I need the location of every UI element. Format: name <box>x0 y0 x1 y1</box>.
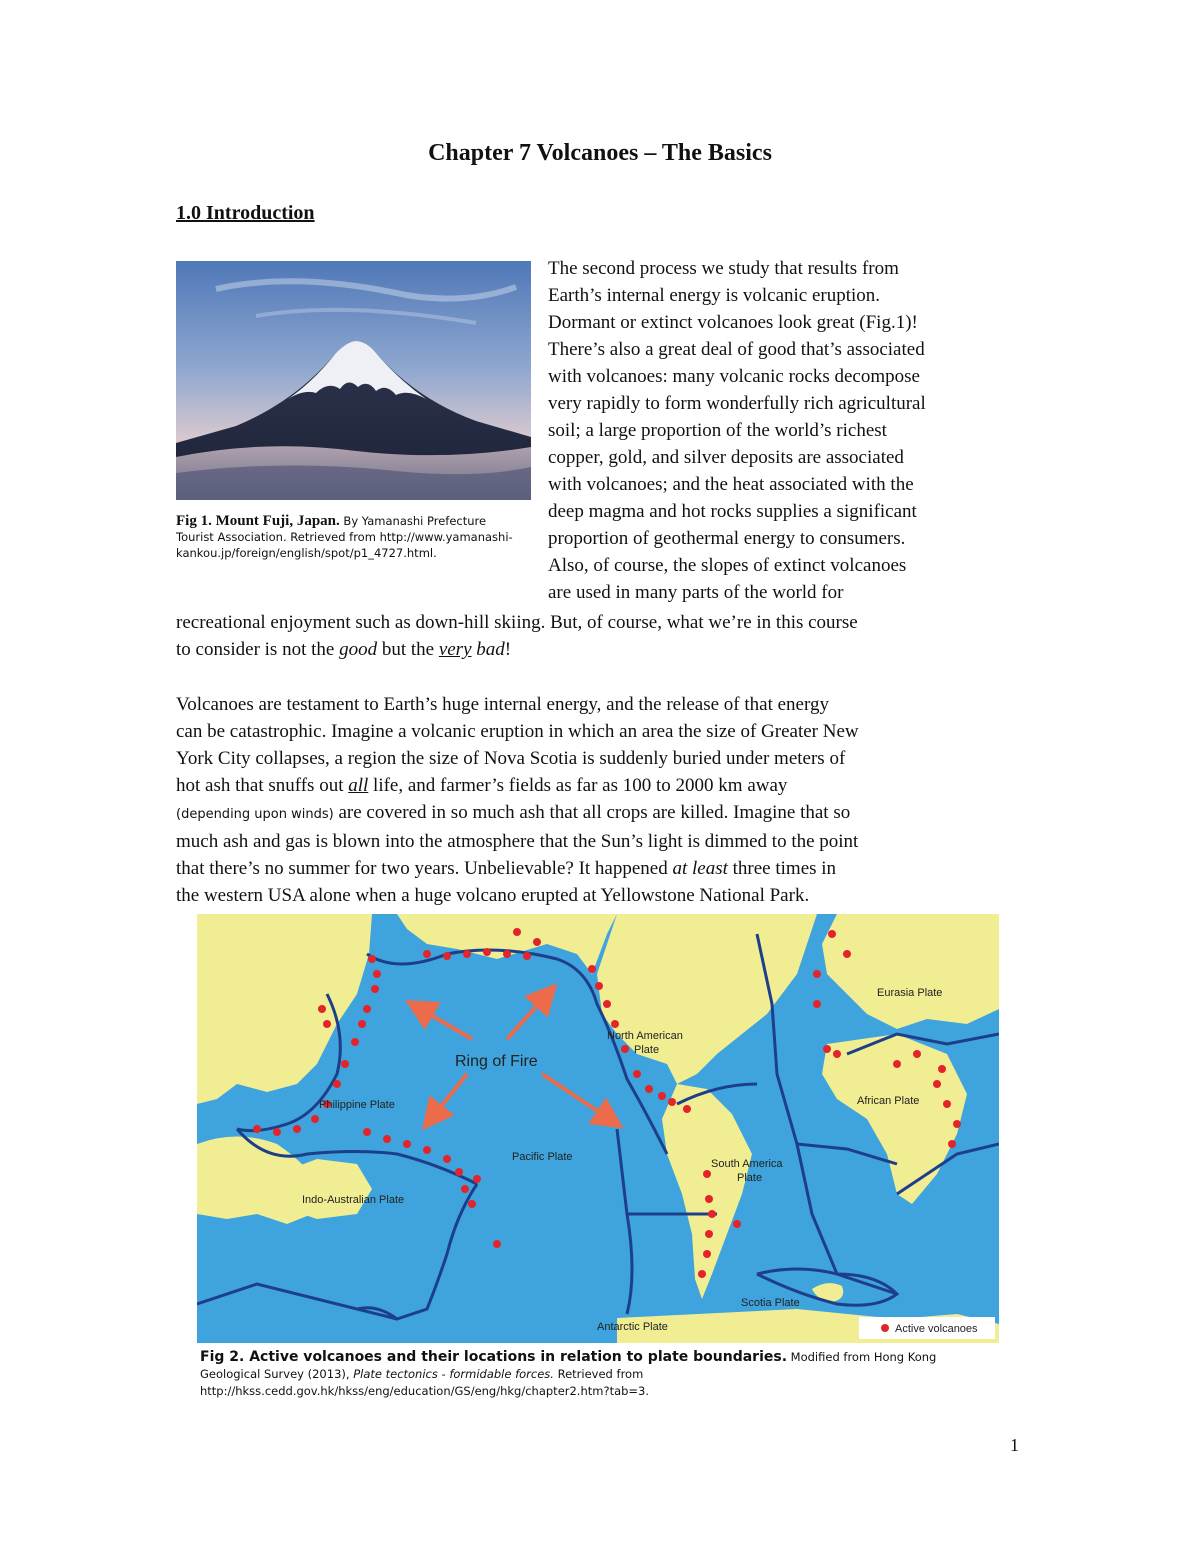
volcano-marker <box>943 1100 951 1108</box>
intro-line: very rapidly to form wonderfully rich agricultural <box>548 393 926 414</box>
fig2-credit-b: Retrieved from http://hkss.cedd.gov.hk/hkss/eng/education/GS/eng/hkg/chapter2.htm?tab=3. <box>200 1367 650 1398</box>
map-label-philippine: Philippine Plate <box>319 1099 395 1111</box>
para2-line: much ash and gas is blown into the atmosphere that the Sun’s light is dimmed to the point <box>176 831 859 852</box>
intro-line: copper, gold, and silver deposits are associated <box>548 447 904 468</box>
intro-line: deep magma and hot rocks supplies a significant <box>548 501 917 522</box>
fig1-credit: By Yamanashi Prefecture Tourist Association. Retrieved from http://www.yamanashi-kankou.jp/foreign/english/spot/p1_4727.html. <box>176 514 513 560</box>
volcano-marker <box>588 965 596 973</box>
volcano-marker <box>323 1020 331 1028</box>
para2-line: can be catastrophic. Imagine a volcanic eruption in which an area the size of Greater New <box>176 721 859 742</box>
map-label-south-america-2: Plate <box>737 1172 763 1184</box>
text-run-small: (depending upon winds) <box>176 807 334 822</box>
text-run: to consider is not the <box>176 639 340 660</box>
volcano-marker <box>373 970 381 978</box>
volcano-marker <box>423 1146 431 1154</box>
intro-line: proportion of geothermal energy to consumers. <box>548 528 906 549</box>
volcano-marker <box>611 1020 619 1028</box>
intro-line: Dormant or extinct volcanoes look great (Fig.1)! <box>548 312 918 333</box>
intro-line: The second process we study that results from <box>548 258 899 279</box>
intro-line: with volcanoes: many volcanic rocks decompose <box>548 366 920 387</box>
map-label-antarctic: Antarctic Plate <box>597 1321 668 1333</box>
volcano-marker <box>938 1065 946 1073</box>
emphasis-very: very <box>438 639 472 660</box>
emphasis-all: all <box>348 775 369 796</box>
intro-paragraph-wrap <box>548 255 1028 606</box>
volcano-marker <box>363 1128 371 1136</box>
text-run: but the <box>377 639 439 660</box>
plate-boundaries-map <box>197 914 999 1343</box>
volcano-marker <box>645 1085 653 1093</box>
volcano-marker <box>293 1125 301 1133</box>
volcano-marker <box>595 982 603 990</box>
emphasis-bad: bad <box>471 639 505 660</box>
volcano-marker <box>913 1050 921 1058</box>
volcano-marker <box>698 1270 706 1278</box>
paragraph-2 <box>176 691 1036 909</box>
volcano-marker <box>703 1250 711 1258</box>
section-heading: 1.0 Introduction <box>176 202 315 224</box>
legend-volcano-dot <box>881 1324 889 1332</box>
volcano-marker <box>473 1175 481 1183</box>
para2-line <box>176 772 1036 799</box>
volcano-marker <box>658 1092 666 1100</box>
volcano-marker <box>273 1128 281 1136</box>
fig2-credit-title: Plate tectonics - formidable forces. <box>353 1367 554 1381</box>
volcano-marker <box>733 1220 741 1228</box>
fig1-caption <box>176 513 526 561</box>
map-label-south-america: South America <box>711 1158 783 1170</box>
fig2-credit-a: Modified from Hong Kong Geological Survey (2013), <box>200 1350 937 1381</box>
legend-label: Active volcanoes <box>895 1323 978 1335</box>
volcano-marker <box>523 952 531 960</box>
volcano-marker <box>503 950 511 958</box>
fig1-label: Fig 1. Mount Fuji, Japan. <box>176 513 340 529</box>
volcano-marker <box>603 1000 611 1008</box>
page-number: 1 <box>1010 1435 1019 1455</box>
volcano-marker <box>253 1125 261 1133</box>
intro-line: Earth’s internal energy is volcanic eruption. <box>548 285 881 306</box>
volcano-marker <box>333 1080 341 1088</box>
fig2-label: Fig 2. Active volcanoes and their locations in relation to plate boundaries. <box>200 1349 788 1365</box>
volcano-marker <box>823 1045 831 1053</box>
volcano-marker <box>318 1005 326 1013</box>
volcano-marker <box>668 1098 676 1106</box>
volcano-marker <box>311 1115 319 1123</box>
text-run: are covered in so much ash that all crops are killed. Imagine that so <box>333 802 851 823</box>
text-run: three times in <box>727 858 837 879</box>
volcano-marker <box>383 1135 391 1143</box>
map-legend <box>859 1317 995 1339</box>
volcano-marker <box>423 950 431 958</box>
para2-line <box>176 855 1036 882</box>
intro-line: are used in many parts of the world for <box>548 582 844 603</box>
volcano-marker <box>708 1210 716 1218</box>
volcano-marker <box>363 1005 371 1013</box>
volcano-marker <box>948 1140 956 1148</box>
intro-line <box>176 636 1036 663</box>
mount-fuji-photo <box>176 261 531 500</box>
map-label-pacific: Pacific Plate <box>512 1151 573 1163</box>
map-label-ring-of-fire: Ring of Fire <box>455 1053 538 1070</box>
text-run: life, and farmer’s fields as far as 100 to 2000 km away <box>368 775 788 796</box>
intro-paragraph-continued <box>176 609 1036 663</box>
intro-line: soil; a large proportion of the world’s richest <box>548 420 887 441</box>
text-run: ! <box>504 639 512 660</box>
volcano-marker <box>368 955 376 963</box>
volcano-marker <box>351 1038 359 1046</box>
map-label-eurasia: Eurasia Plate <box>877 987 943 999</box>
emphasis-at-least: at least <box>672 858 728 879</box>
volcano-marker <box>813 1000 821 1008</box>
para2-line: York City collapses, a region the size of Nova Scotia is suddenly buried under meters of <box>176 748 846 769</box>
volcano-marker <box>893 1060 901 1068</box>
map-label-north-american: North American <box>607 1030 683 1042</box>
volcano-marker <box>705 1230 713 1238</box>
volcano-marker <box>953 1120 961 1128</box>
para2-line: the western USA alone when a huge volcano erupted at Yellowstone National Park. <box>176 885 810 906</box>
volcano-marker <box>703 1170 711 1178</box>
volcano-marker <box>828 930 836 938</box>
volcano-marker <box>358 1020 366 1028</box>
volcano-marker <box>633 1070 641 1078</box>
intro-line: Also, of course, the slopes of extinct volcanoes <box>548 555 907 576</box>
volcano-marker <box>933 1080 941 1088</box>
volcano-marker <box>483 948 491 956</box>
map-label-indo-australian: Indo-Australian Plate <box>302 1194 405 1206</box>
emphasis-good: good <box>339 639 378 660</box>
volcano-marker <box>463 950 471 958</box>
volcano-marker <box>813 970 821 978</box>
volcano-marker <box>403 1140 411 1148</box>
volcano-marker <box>461 1185 469 1193</box>
volcano-marker <box>371 985 379 993</box>
intro-line: There’s also a great deal of good that’s associated <box>548 339 925 360</box>
map-label-scotia: Scotia Plate <box>741 1297 800 1309</box>
volcano-marker <box>833 1050 841 1058</box>
intro-line: recreational enjoyment such as down-hill skiing. But, of course, what we’re in this course <box>176 612 858 633</box>
page-title: Chapter 7 Volcanoes – The Basics <box>428 140 772 166</box>
volcano-marker <box>533 938 541 946</box>
volcano-marker <box>683 1105 691 1113</box>
volcano-marker <box>843 950 851 958</box>
volcano-marker <box>468 1200 476 1208</box>
volcano-marker <box>513 928 521 936</box>
map-label-north-american-2: Plate <box>634 1044 660 1056</box>
volcano-marker <box>455 1168 463 1176</box>
fig2-caption <box>200 1349 1000 1400</box>
volcano-marker <box>443 1155 451 1163</box>
volcano-marker <box>493 1240 501 1248</box>
text-run: that there’s no summer for two years. Unbelievable? It happened <box>176 858 673 879</box>
map-label-african: African Plate <box>857 1095 920 1107</box>
para2-line: Volcanoes are testament to Earth’s huge internal energy, and the release of that energy <box>176 694 829 715</box>
volcano-marker <box>341 1060 349 1068</box>
volcano-marker <box>621 1045 629 1053</box>
text-run: hot ash that snuffs out <box>176 775 349 796</box>
volcano-marker <box>443 952 451 960</box>
intro-line: with volcanoes; and the heat associated with the <box>548 474 914 495</box>
para2-line <box>176 799 1036 828</box>
volcano-marker <box>705 1195 713 1203</box>
